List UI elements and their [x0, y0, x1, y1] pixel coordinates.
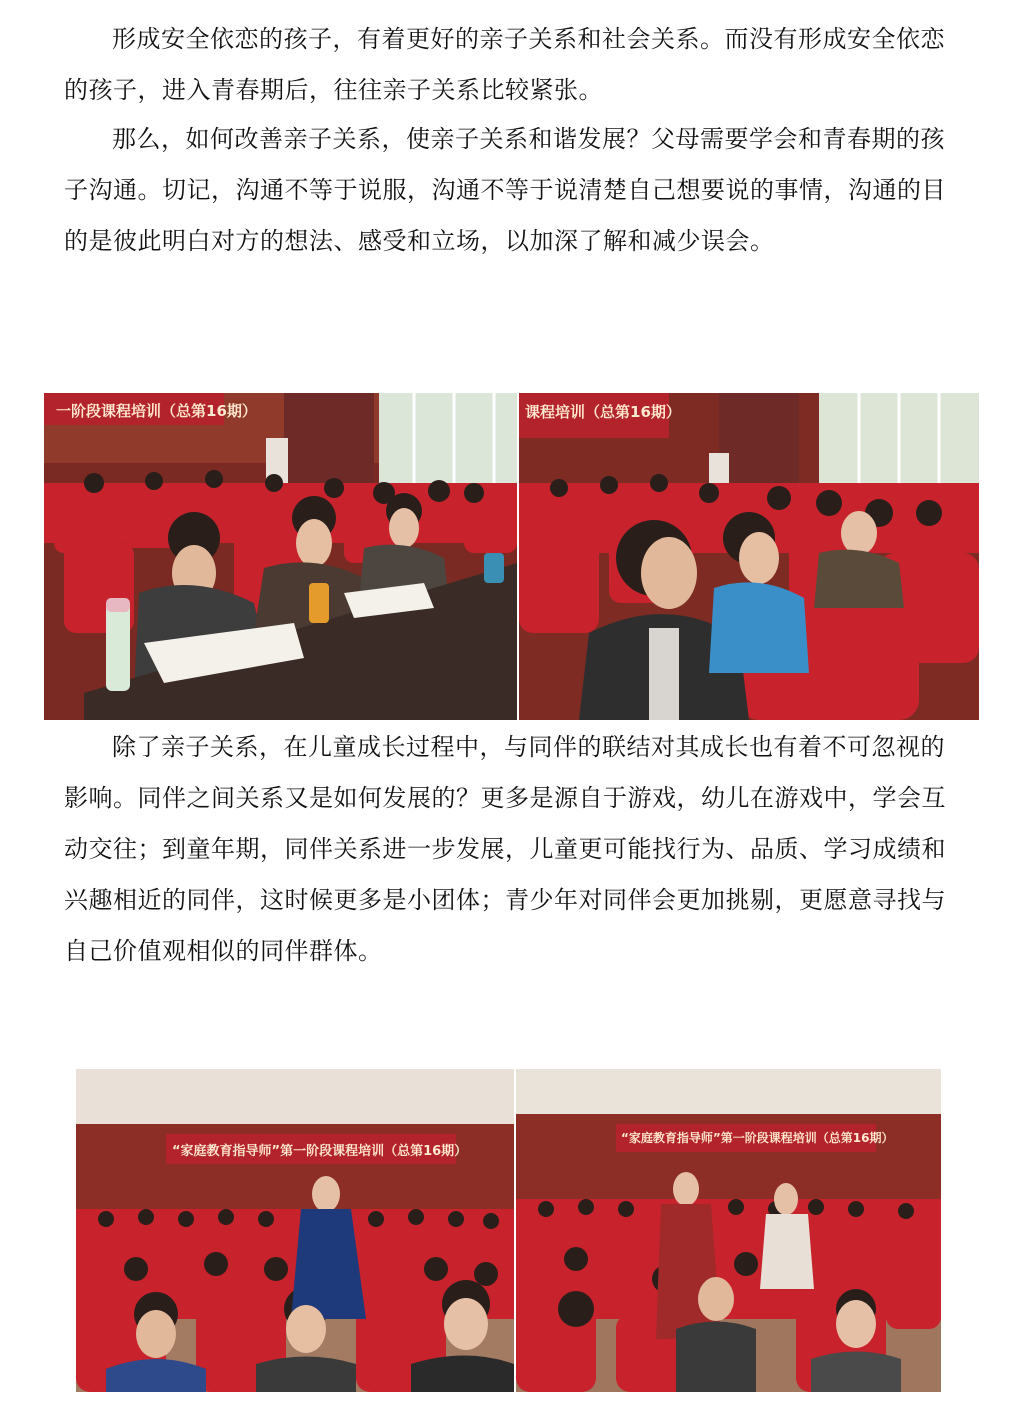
banner-text: “家庭教育指导师”第一阶段课程培训（总第16期） [621, 1131, 894, 1145]
paragraph-peer-relationships: 除了亲子关系，在儿童成长过程中，与同伴的联结对其成长也有着不可忽视的影响。同伴之间关系又是如何发展的？更多是源自于游戏，幼儿在游戏中，学会互动交往；到童年期，同伴关系进一步发展，儿童更可能找行为、品质、学习成绩和兴趣相近的同伴，这时候更多是小团体；青少年对同伴会更加挑剔，更愿意寻找与自己价值观相似的同伴群体。 [64, 733, 946, 965]
banner-text: 课程培训（总第16期） [525, 403, 681, 421]
banner-text: 一阶段课程培训（总第16期） [56, 402, 257, 420]
photo-training-audience [519, 393, 979, 720]
banner-text: “家庭教育指导师”第一阶段课程培训（总第16期） [172, 1144, 468, 1159]
photo-training-desks [44, 393, 517, 720]
photo-hall-speaker [76, 1069, 514, 1392]
paragraph-attachment: 形成安全依恋的孩子，有着更好的亲子关系和社会关系。而没有形成安全依恋的孩子，进入青春期后，往往亲子关系比较紧张。 [64, 25, 945, 104]
paragraph-communication: 那么，如何改善亲子关系，使亲子关系和谐发展？父母需要学会和青春期的孩子沟通。切记，沟通不等于说服，沟通不等于说清楚自己想要说的事情，沟通的目的是彼此明白对方的想法、感受和立场，以加深了解和减少误会。 [64, 125, 946, 255]
photo-hall-interaction [516, 1069, 941, 1392]
